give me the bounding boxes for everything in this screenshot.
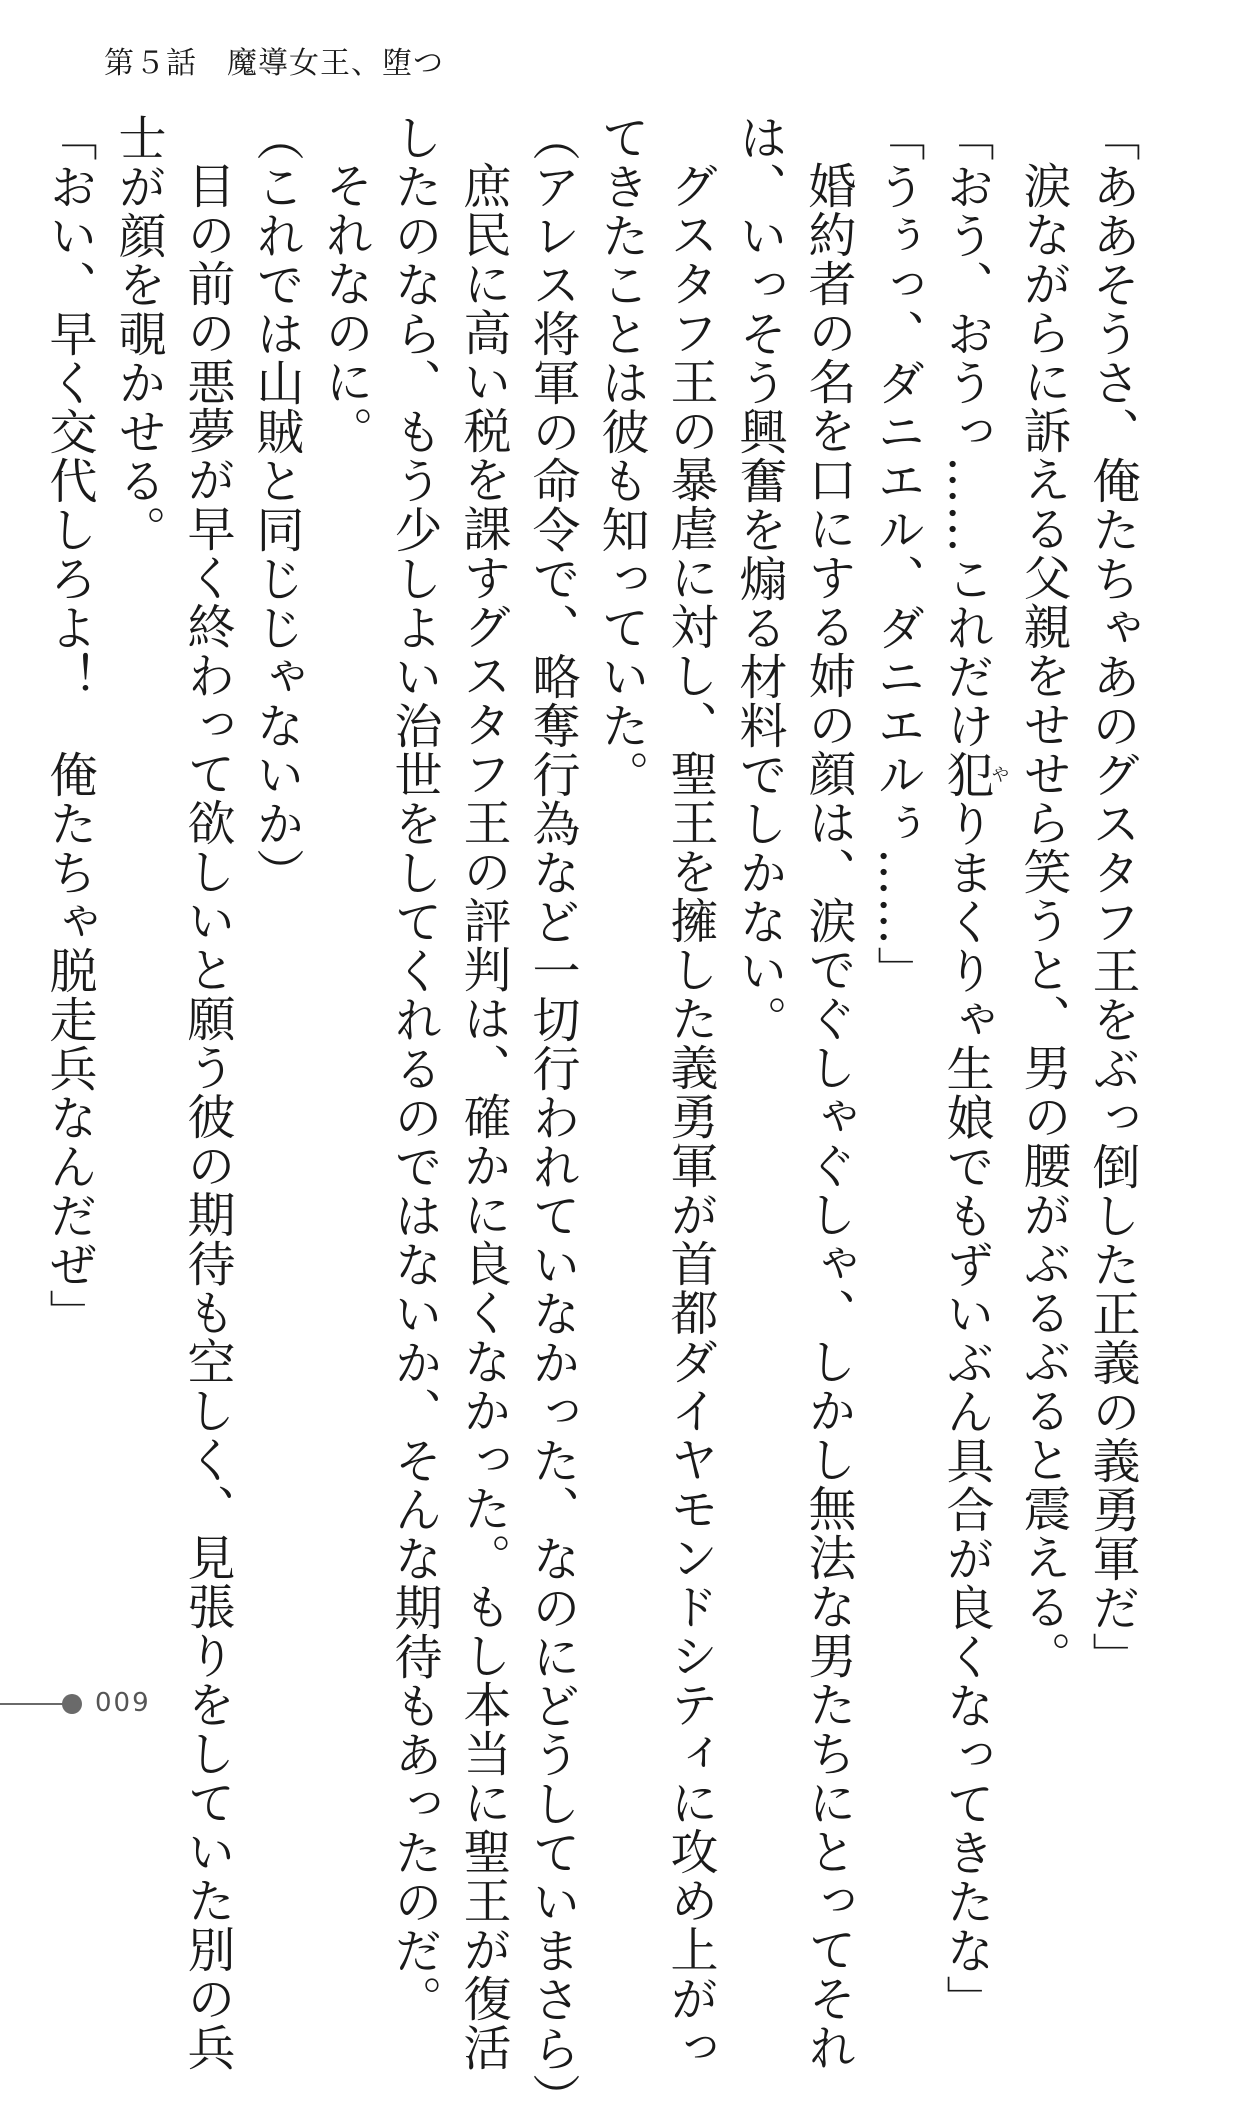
ruby-reading: や xyxy=(988,750,1010,799)
text-line: グスタフ王の暴虐に対し、聖王を擁した義勇軍が首都ダイヤモンドシティに攻め上がっ xyxy=(662,161,718,2072)
chapter-number: 第５話 xyxy=(104,46,197,81)
text-line: 「うぅっ、ダニエル、ダニエルぅ……」 xyxy=(869,113,925,995)
footer-dot-icon xyxy=(62,1694,82,1714)
text-line: 「ああそうさ、俺たちゃあのグスタフ王をぶっ倒した正義の義勇軍だ」 xyxy=(1084,113,1140,1681)
page-number: 009 xyxy=(95,1688,151,1718)
page-footer xyxy=(0,1688,300,1720)
ruby-annotation: 犯や xyxy=(938,750,1010,799)
text-line: 士が顔を覗かせる。 xyxy=(110,113,166,554)
text-line: それなのに。 xyxy=(317,161,373,455)
text-line: （アレス将軍の命令で、略奪行為など一切行われていなかった、なのにどうしていまさら） xyxy=(524,113,580,2122)
text-line: したのなら、もう少しよい治世をしてくれるのではないか、そんな期待もあったのだ。 xyxy=(386,113,442,2024)
text-line: 「おい、早く交代しろよ！ 俺たちゃ脱走兵なんだぜ」 xyxy=(41,113,97,1338)
text-line: 庶民に高い税を課すグスタフ王の評判は、確かに良くなかった。もし本当に聖王が復活 xyxy=(455,161,511,2072)
running-header xyxy=(104,38,444,82)
text-line: てきたことは彼も知っていた。 xyxy=(593,113,649,799)
text-line: 目の前の悪夢が早く終わって欲しいと願う彼の期待も空しく、見張りをしていた別の兵 xyxy=(179,161,235,2072)
text-line: （これでは山賊と同じじゃないか） xyxy=(248,113,304,897)
text-line: 「おう、おうっ……これだけ犯やりまくりゃ生娘でもずいぶん具合が良くなってきたな」 xyxy=(938,113,1010,2024)
text-line: は、いっそう興奮を煽る材料でしかない。 xyxy=(731,113,787,1044)
text-line: 婚約者の名を口にする姉の顔は、涙でぐしゃぐしゃ、しかし無法な男たちにとってそれ xyxy=(800,161,856,2072)
text-line: 涙ながらに訴える父親をせせら笑うと、男の腰がぶるぶると震える。 xyxy=(1015,161,1071,1680)
footer-rule xyxy=(0,1703,63,1705)
chapter-title: 魔導女王、堕つ xyxy=(227,46,444,81)
